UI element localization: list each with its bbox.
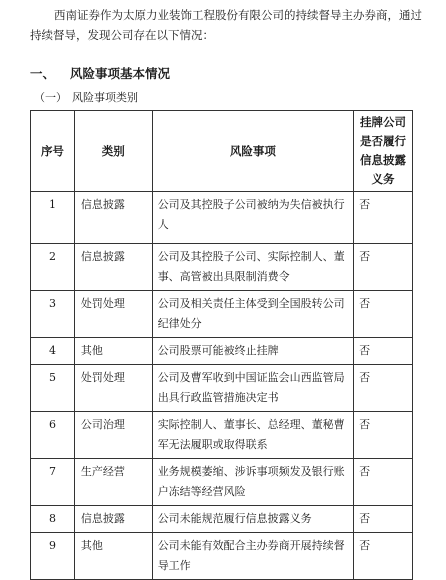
- row-item: 业务规模萎缩、涉诉事项频发及银行账户冻结等经营风险: [152, 459, 353, 506]
- row-no: 2: [31, 244, 75, 291]
- row-disclosed: 否: [354, 244, 413, 291]
- header-item: 风险事项: [152, 111, 353, 192]
- row-category: 其他: [74, 533, 152, 580]
- row-no: 1: [31, 192, 75, 244]
- row-category: 信息披露: [74, 192, 152, 244]
- row-item: 公司及相关责任主体受到全国股转公司纪律处分: [152, 291, 353, 338]
- row-item: 公司未能规范履行信息披露义务: [152, 506, 353, 533]
- row-item: 公司及曹军收到中国证监会山西监管局出具行政监管措施决定书: [152, 365, 353, 412]
- row-category: 处罚处理: [74, 291, 152, 338]
- row-category: 其他: [74, 338, 152, 365]
- row-disclosed: 否: [354, 338, 413, 365]
- table-row: [31, 459, 413, 506]
- section-heading: [30, 64, 170, 82]
- row-disclosed: 否: [354, 365, 413, 412]
- table-row: [31, 533, 413, 580]
- table-row: [31, 291, 413, 338]
- row-no: 3: [31, 291, 75, 338]
- section-number: 一、: [30, 66, 56, 81]
- row-category: 信息披露: [74, 506, 152, 533]
- row-no: 7: [31, 459, 75, 506]
- table-row: [31, 506, 413, 533]
- row-category: 处罚处理: [74, 365, 152, 412]
- row-disclosed: 否: [354, 291, 413, 338]
- table-row: [31, 244, 413, 291]
- row-category: 信息披露: [74, 244, 152, 291]
- subsection-heading: [34, 89, 138, 105]
- row-no: 8: [31, 506, 75, 533]
- table-row: [31, 338, 413, 365]
- header-category: 类别: [74, 111, 152, 192]
- table-row: [31, 365, 413, 412]
- row-no: 4: [31, 338, 75, 365]
- row-no: 5: [31, 365, 75, 412]
- row-category: 生产经营: [74, 459, 152, 506]
- row-item: 公司及其控股子公司被纳为失信被执行人: [152, 192, 353, 244]
- subsection-number: （一）: [34, 91, 67, 104]
- row-item: 实际控制人、董事长、总经理、董秘曹军无法履职或取得联系: [152, 412, 353, 459]
- row-disclosed: 否: [354, 506, 413, 533]
- row-item: 公司股票可能被终止挂牌: [152, 338, 353, 365]
- subsection-title: 风险事项类别: [72, 91, 138, 104]
- row-disclosed: 否: [354, 533, 413, 580]
- table-row: [31, 412, 413, 459]
- row-category: 公司治理: [74, 412, 152, 459]
- intro-paragraph: 西南证券作为太原力业装饰工程股份有限公司的持续督导主办券商，通过持续督导，发现公司存在以下情况：: [30, 8, 422, 42]
- row-item: 公司及其控股子公司、实际控制人、董事、高管被出具限制消费令: [152, 244, 353, 291]
- row-item: 公司未能有效配合主办券商开展持续督导工作: [152, 533, 353, 580]
- header-disclosed: 挂牌公司是否履行信息披露义务: [354, 111, 413, 192]
- row-no: 9: [31, 533, 75, 580]
- header-no: 序号: [31, 111, 75, 192]
- table-row: [31, 192, 413, 244]
- row-disclosed: 否: [354, 192, 413, 244]
- section-title: 风险事项基本情况: [70, 66, 171, 81]
- row-disclosed: 否: [354, 412, 413, 459]
- row-disclosed: 否: [354, 459, 413, 506]
- table-header-row: [31, 111, 413, 192]
- row-no: 6: [31, 412, 75, 459]
- risk-table: [30, 110, 413, 580]
